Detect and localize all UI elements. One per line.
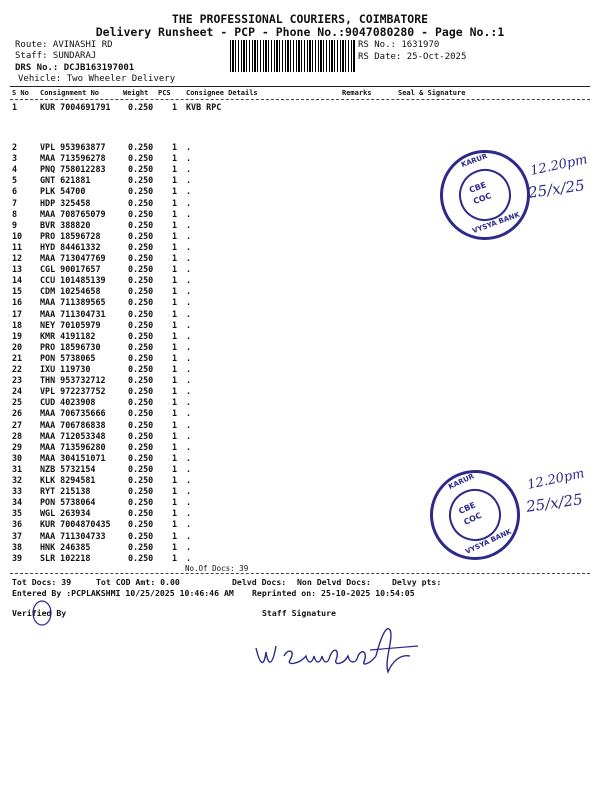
row-pcs: 1 bbox=[172, 286, 178, 297]
row-sno: 16 bbox=[12, 297, 23, 308]
row-weight: 0.250 bbox=[128, 341, 154, 352]
barcode bbox=[230, 40, 355, 72]
table-row bbox=[0, 386, 600, 397]
row-weight: 0.250 bbox=[128, 175, 154, 186]
row-weight: 0.250 bbox=[128, 275, 154, 286]
row-sno: 2 bbox=[12, 142, 18, 152]
row-sno: 13 bbox=[12, 264, 23, 275]
row-sno: 22 bbox=[12, 364, 23, 374]
row-weight: 0.250 bbox=[128, 253, 154, 263]
row-consignment: MAA 713596280 bbox=[40, 441, 106, 452]
row-sno: 5 bbox=[12, 175, 18, 186]
row-weight: 0.250 bbox=[128, 142, 154, 152]
row-consignment: MAA 708765079 bbox=[40, 208, 106, 219]
drs-no: DRS No.: DCJB163197001 bbox=[15, 63, 135, 73]
row-consignment: MAA 713596278 bbox=[40, 153, 106, 164]
row-sno: 8 bbox=[12, 208, 18, 219]
row-consignment: PON 5738065 bbox=[40, 352, 96, 363]
row-details: . bbox=[186, 230, 192, 241]
row-details: . bbox=[186, 319, 192, 330]
col-remarks: Remarks bbox=[342, 89, 372, 97]
row-pcs: 1 bbox=[172, 364, 178, 374]
table-row bbox=[0, 475, 600, 486]
row-details: . bbox=[186, 441, 192, 452]
row-consignment: MAA 713047769 bbox=[40, 253, 106, 263]
row-details: . bbox=[186, 142, 192, 152]
row-details: . bbox=[186, 408, 192, 419]
row-consignment: CCU 101485139 bbox=[40, 275, 106, 286]
row-consignment: VPL 972237752 bbox=[40, 386, 106, 397]
table-row bbox=[0, 397, 600, 408]
row-consignment: MAA 711304733 bbox=[40, 530, 106, 541]
col-consignment: Consignment No bbox=[40, 89, 100, 97]
row-weight: 0.250 bbox=[128, 486, 154, 497]
row-pcs: 1 bbox=[172, 230, 178, 241]
row-pcs: 1 bbox=[172, 208, 178, 219]
row-weight: 0.250 bbox=[128, 319, 154, 330]
row-details: . bbox=[186, 375, 192, 386]
row-pcs: 1 bbox=[172, 541, 178, 552]
row-details: . bbox=[186, 186, 192, 197]
row-weight: 0.250 bbox=[128, 541, 154, 552]
row-details: . bbox=[186, 330, 192, 341]
entered-by: Entered By :PCPLAKSHMI 10/25/2025 10:46:46 AM bbox=[12, 588, 234, 598]
row-weight: 0.250 bbox=[128, 208, 154, 219]
row-pcs: 1 bbox=[172, 319, 178, 330]
row-sno: 24 bbox=[12, 386, 23, 397]
row-details: . bbox=[186, 286, 192, 297]
table-row bbox=[0, 408, 600, 419]
row-weight: 0.250 bbox=[128, 297, 154, 308]
row-consignment: HDP 325458 bbox=[40, 197, 91, 208]
row-pcs: 1 bbox=[172, 352, 178, 363]
row-pcs: 1 bbox=[172, 486, 178, 497]
non-delvd-docs: Non Delvd Docs: bbox=[297, 577, 371, 587]
row-details: . bbox=[186, 197, 192, 208]
stamp-2-date: 25/x/25 bbox=[525, 490, 584, 516]
row-pcs: 1 bbox=[172, 408, 178, 419]
table-row bbox=[0, 464, 600, 475]
row-sno: 20 bbox=[12, 341, 23, 352]
row-weight: 0.250 bbox=[128, 441, 154, 452]
row-weight: 0.250 bbox=[128, 530, 154, 541]
row-sno: 14 bbox=[12, 275, 23, 286]
row-sno: 35 bbox=[12, 508, 23, 519]
row-details: . bbox=[186, 308, 192, 319]
row-sno: 30 bbox=[12, 452, 23, 463]
row-details: . bbox=[186, 475, 192, 485]
row-weight: 0.250 bbox=[128, 463, 154, 474]
table-row bbox=[0, 253, 600, 264]
row-details: . bbox=[186, 219, 192, 230]
row-consignment: CDM 10254658 bbox=[40, 286, 101, 297]
stamp-2-handwriting: 12.20pm bbox=[526, 466, 586, 493]
row-pcs: 1 bbox=[172, 386, 178, 397]
row-consignment: PNQ 758012283 bbox=[40, 164, 106, 175]
row-consignment: GNT 621881 bbox=[40, 175, 91, 186]
table-row bbox=[0, 442, 600, 453]
table-row bbox=[0, 264, 600, 275]
row-consignment: HNK 246385 bbox=[40, 541, 91, 552]
table-row bbox=[0, 331, 600, 342]
row-weight: 0.250 bbox=[128, 364, 154, 374]
row-weight: 0.250 bbox=[128, 508, 154, 519]
row-pcs: 1 bbox=[172, 552, 178, 563]
staff: Staff: SUNDARAJ bbox=[15, 51, 97, 61]
row-sno: 23 bbox=[12, 375, 23, 386]
row-consignment: SLR 102218 bbox=[40, 552, 91, 563]
table-top-rule bbox=[10, 86, 590, 87]
row-weight: 0.250 bbox=[128, 186, 154, 197]
row-details: . bbox=[186, 508, 192, 519]
row-weight: 0.250 bbox=[128, 497, 154, 508]
route: Route: AVINASHI RD bbox=[15, 40, 113, 50]
verified-by: Verified By bbox=[12, 608, 67, 618]
col-weight: Weight bbox=[123, 89, 149, 97]
row-weight: 0.250 bbox=[128, 519, 154, 530]
tot-docs: Tot Docs: 39 bbox=[12, 577, 72, 587]
row-pcs: 1 bbox=[172, 142, 178, 152]
row-consignment: KMR 4191182 bbox=[40, 330, 96, 341]
row-details: . bbox=[186, 486, 192, 497]
table-row bbox=[0, 453, 600, 464]
table-row bbox=[0, 375, 600, 386]
row-pcs: 1 bbox=[172, 308, 178, 319]
row-pcs: 1 bbox=[172, 475, 178, 485]
row-sno: 34 bbox=[12, 497, 23, 508]
row-sno: 33 bbox=[12, 486, 23, 497]
row-sno: 31 bbox=[12, 463, 23, 474]
col-pcs: PCS bbox=[158, 89, 171, 97]
row-details: . bbox=[186, 497, 192, 508]
row-pcs: 1 bbox=[172, 175, 178, 186]
table-row bbox=[0, 364, 600, 375]
row-details: . bbox=[186, 419, 192, 430]
row-pcs: 1 bbox=[172, 508, 178, 519]
row-weight: 0.250 bbox=[128, 397, 154, 408]
row-pcs: 1 bbox=[172, 530, 178, 541]
row-consignment: THN 953732712 bbox=[40, 375, 106, 386]
row-weight: 0.250 bbox=[128, 330, 154, 341]
row-pcs: 1 bbox=[172, 253, 178, 263]
table-row bbox=[0, 553, 600, 564]
row-weight: 0.250 bbox=[128, 164, 154, 175]
row-details: KVB RPC bbox=[186, 102, 222, 112]
row-consignment: VPL 953963877 bbox=[40, 142, 106, 152]
table-row bbox=[0, 342, 600, 353]
row-pcs: 1 bbox=[172, 463, 178, 474]
rs-no: RS No.: 1631970 bbox=[358, 40, 440, 50]
row-details: . bbox=[186, 364, 192, 374]
table-row bbox=[0, 431, 600, 442]
row-pcs: 1 bbox=[172, 330, 178, 341]
vehicle: Vehicle: Two Wheeler Delivery bbox=[18, 74, 176, 84]
rs-date: RS Date: 25-Oct-2025 bbox=[358, 52, 467, 62]
bank-stamp-2: CBE COC KARUR VYSYA BANK bbox=[415, 455, 535, 575]
row-details: . bbox=[186, 341, 192, 352]
row-consignment: KUR 7004691791 bbox=[40, 102, 111, 112]
row-consignment: RYT 215138 bbox=[40, 486, 91, 497]
row-details: . bbox=[186, 264, 192, 275]
row-sno: 38 bbox=[12, 541, 23, 552]
row-consignment: MAA 711304731 bbox=[40, 308, 106, 319]
row-weight: 0.250 bbox=[128, 475, 154, 485]
col-seal: Seal & Signature bbox=[398, 89, 466, 97]
row-sno: 26 bbox=[12, 408, 23, 419]
row-weight: 0.250 bbox=[128, 286, 154, 297]
table-row bbox=[0, 286, 600, 297]
table-row bbox=[0, 297, 600, 308]
row-consignment: PLK 54700 bbox=[40, 186, 86, 197]
table-bottom-rule bbox=[10, 573, 590, 574]
row-details: . bbox=[186, 208, 192, 219]
row-pcs: 1 bbox=[172, 164, 178, 175]
row-details: . bbox=[186, 386, 192, 397]
row-details: . bbox=[186, 297, 192, 308]
row-sno: 39 bbox=[12, 552, 23, 563]
row-consignment: HYD 84461332 bbox=[40, 241, 101, 252]
row-sno: 7 bbox=[12, 197, 18, 208]
row-pcs: 1 bbox=[172, 497, 178, 508]
row-weight: 0.250 bbox=[128, 241, 154, 252]
row-sno: 9 bbox=[12, 219, 18, 230]
row-pcs: 1 bbox=[172, 241, 178, 252]
row-details: . bbox=[186, 452, 192, 463]
row-weight: 0.250 bbox=[128, 375, 154, 386]
row-details: . bbox=[186, 241, 192, 252]
row-details: . bbox=[186, 175, 192, 186]
row-sno: 4 bbox=[12, 164, 18, 175]
row-details: . bbox=[186, 530, 192, 541]
row-weight: 0.250 bbox=[128, 419, 154, 430]
staff-signature-label: Staff Signature bbox=[262, 608, 336, 618]
row-consignment: WGL 263934 bbox=[40, 508, 91, 519]
row-details: . bbox=[186, 519, 192, 530]
row-weight: 0.250 bbox=[128, 308, 154, 319]
tot-cod: Tot COD Amt: 0.00 bbox=[96, 577, 180, 587]
col-details: Consignee Details bbox=[186, 89, 258, 97]
row-details: . bbox=[186, 253, 192, 263]
table-row bbox=[0, 142, 600, 153]
row-weight: 0.250 bbox=[128, 197, 154, 208]
row-sno: 11 bbox=[12, 241, 23, 252]
row-weight: 0.250 bbox=[128, 552, 154, 563]
row-details: . bbox=[186, 352, 192, 363]
row-pcs: 1 bbox=[172, 441, 178, 452]
row-details: . bbox=[186, 463, 192, 474]
row-consignment: MAA 706735666 bbox=[40, 408, 106, 419]
table-row bbox=[0, 353, 600, 364]
table-row bbox=[0, 102, 600, 113]
row-sno: 6 bbox=[12, 186, 18, 197]
row-pcs: 1 bbox=[172, 375, 178, 386]
staff-signature bbox=[250, 620, 425, 680]
row-consignment: PON 5738064 bbox=[40, 497, 96, 508]
row-details: . bbox=[186, 541, 192, 552]
row-pcs: 1 bbox=[172, 219, 178, 230]
table-row bbox=[0, 420, 600, 431]
row-consignment: KUR 7004870435 bbox=[40, 519, 111, 530]
row-pcs: 1 bbox=[172, 519, 178, 530]
row-consignment: MAA 712053348 bbox=[40, 430, 106, 441]
row-details: . bbox=[186, 153, 192, 164]
row-pcs: 1 bbox=[172, 397, 178, 408]
row-sno: 27 bbox=[12, 419, 23, 430]
row-pcs: 1 bbox=[172, 102, 178, 112]
row-sno: 32 bbox=[12, 475, 23, 485]
row-sno: 17 bbox=[12, 308, 23, 319]
row-weight: 0.250 bbox=[128, 230, 154, 241]
table-header-rule bbox=[10, 99, 590, 100]
row-sno: 3 bbox=[12, 153, 18, 164]
row-pcs: 1 bbox=[172, 419, 178, 430]
row-consignment: KLK 8294581 bbox=[40, 475, 96, 485]
row-consignment: BVR 388820 bbox=[40, 219, 91, 230]
row-consignment: PRO 18596730 bbox=[40, 341, 101, 352]
row-weight: 0.250 bbox=[128, 219, 154, 230]
row-sno: 10 bbox=[12, 230, 23, 241]
row-weight: 0.250 bbox=[128, 264, 154, 275]
row-details: . bbox=[186, 275, 192, 286]
row-pcs: 1 bbox=[172, 197, 178, 208]
row-details: . bbox=[186, 164, 192, 175]
row-weight: 0.250 bbox=[128, 452, 154, 463]
row-details: . bbox=[186, 397, 192, 408]
row-sno: 29 bbox=[12, 441, 23, 452]
row-pcs: 1 bbox=[172, 275, 178, 286]
row-consignment: MAA 304151071 bbox=[40, 452, 106, 463]
row-consignment: MAA 706786838 bbox=[40, 419, 106, 430]
row-pcs: 1 bbox=[172, 341, 178, 352]
stamp-1-date: 25/x/25 bbox=[527, 176, 586, 202]
verified-scribble bbox=[28, 598, 62, 628]
row-sno: 18 bbox=[12, 319, 23, 330]
row-details: . bbox=[186, 552, 192, 563]
row-pcs: 1 bbox=[172, 264, 178, 275]
row-weight: 0.250 bbox=[128, 408, 154, 419]
company-title: THE PROFESSIONAL COURIERS, COIMBATORE bbox=[171, 12, 429, 26]
row-consignment: NEY 70105979 bbox=[40, 319, 101, 330]
runsheet-subtitle: Delivery Runsheet - PCP - Phone No.:9047080280 - Page No.:1 bbox=[95, 25, 505, 39]
stamp-1-handwriting: 12.20pm bbox=[529, 152, 589, 179]
row-pcs: 1 bbox=[172, 297, 178, 308]
row-consignment: NZB 5732154 bbox=[40, 463, 96, 474]
row-sno: 25 bbox=[12, 397, 23, 408]
col-sno: S No bbox=[12, 89, 29, 97]
table-row bbox=[0, 242, 600, 253]
row-pcs: 1 bbox=[172, 153, 178, 164]
reprinted-on: Reprinted on: 25-10-2025 10:54:05 bbox=[252, 588, 415, 598]
row-sno: 15 bbox=[12, 286, 23, 297]
row-sno: 12 bbox=[12, 253, 23, 263]
row-details: . bbox=[186, 430, 192, 441]
row-sno: 19 bbox=[12, 330, 23, 341]
row-weight: 0.250 bbox=[128, 153, 154, 164]
row-pcs: 1 bbox=[172, 430, 178, 441]
row-consignment: MAA 711389565 bbox=[40, 297, 106, 308]
delvy-pts: Delvy pts: bbox=[392, 577, 442, 587]
table-row bbox=[0, 309, 600, 320]
row-sno: 37 bbox=[12, 530, 23, 541]
row-weight: 0.250 bbox=[128, 386, 154, 397]
row-weight: 0.250 bbox=[128, 102, 154, 112]
row-pcs: 1 bbox=[172, 452, 178, 463]
row-consignment: PRO 18596728 bbox=[40, 230, 101, 241]
row-weight: 0.250 bbox=[128, 430, 154, 441]
row-pcs: 1 bbox=[172, 186, 178, 197]
bank-stamp-1: CBE COC KARUR VYSYA BANK bbox=[427, 137, 542, 252]
no-of-docs: No.Of Docs: 39 bbox=[185, 564, 249, 573]
row-weight: 0.250 bbox=[128, 352, 154, 363]
row-consignment: CUD 4023908 bbox=[40, 397, 96, 408]
row-consignment: IXU 119730 bbox=[40, 364, 91, 374]
row-sno: 1 bbox=[12, 102, 18, 112]
delvd-docs: Delvd Docs: bbox=[232, 577, 287, 587]
row-sno: 36 bbox=[12, 519, 23, 530]
row-consignment: CGL 90017657 bbox=[40, 264, 101, 275]
table-row bbox=[0, 275, 600, 286]
row-sno: 28 bbox=[12, 430, 23, 441]
row-sno: 21 bbox=[12, 352, 23, 363]
table-row bbox=[0, 320, 600, 331]
